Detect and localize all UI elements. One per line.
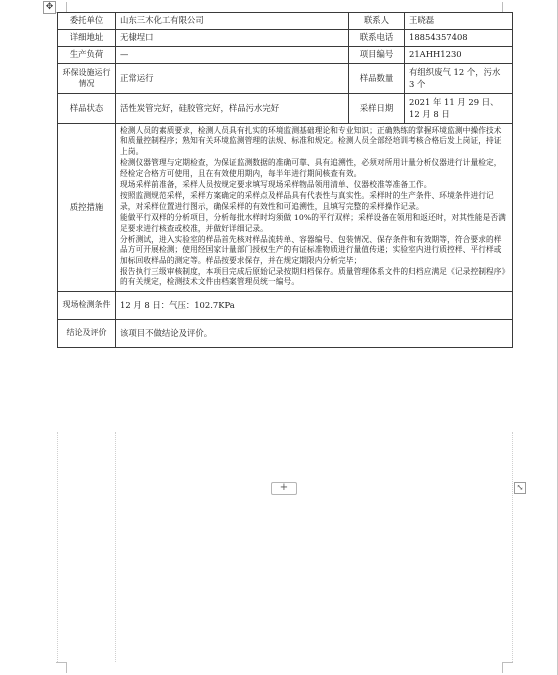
- contact-value[interactable]: 王晓磊: [405, 13, 513, 30]
- qc-paragraph: 按照监测规范采样，采样方案确定的采样点及样品具有代表性与真实性。采样时的生产条件、环境条件进行记录，对采样位置进行图示，确保采样的有效性和可追溯性，且填写完整的采样操作记录。: [120, 191, 494, 211]
- qc-label: 质控措施: [58, 124, 116, 292]
- sample-state-label: 样品状态: [58, 94, 116, 124]
- address-value[interactable]: 无棣埕口: [116, 30, 349, 47]
- contact-label: 联系人: [349, 13, 405, 30]
- field-condition-label: 现场检测条件: [58, 291, 116, 319]
- project-no-value[interactable]: 21AHH1230: [405, 47, 513, 64]
- field-condition-value[interactable]: 12 月 8 日：气压：102.7KPa: [116, 291, 513, 319]
- client-label: 委托单位: [58, 13, 116, 30]
- client-value[interactable]: 山东三木化工有限公司: [116, 13, 349, 30]
- margin-corner-mark: [502, 662, 513, 673]
- table-row: [58, 291, 513, 319]
- sample-qty-value[interactable]: 有组织废气 12 个，污水 3 个: [405, 64, 513, 94]
- sample-state-value[interactable]: 活性炭管完好，硅胶管完好，样品污水完好: [116, 94, 349, 124]
- sample-date-value[interactable]: 2021 年 11 月 29 日、12 月 8 日: [405, 94, 513, 124]
- add-row-button[interactable]: +: [271, 482, 297, 495]
- production-load-label: 生产负荷: [58, 47, 116, 64]
- table-resize-handle-icon[interactable]: ⤡: [514, 482, 526, 494]
- address-label: 详细地址: [58, 30, 116, 47]
- sample-qty-label: 样品数量: [349, 64, 405, 94]
- qc-paragraph: 现场采样前准备，采样人员按规定要求填写现场采样物品领用清单、仪器校准等准备工作。: [120, 179, 432, 189]
- sample-info-table: [57, 12, 513, 348]
- conclusion-value[interactable]: 该项目不做结论及评价。: [116, 319, 513, 347]
- table-row: [58, 124, 513, 292]
- qc-paragraph: 分析测试，进入实验室的样品首先核对样品流转单、容器编号、包装情况、保存条件和有效期等，符合要求的样品方可开展检测；使用经国家计量部门授权生产的有证标准物质进行量值传递；实验室内进行质控样、平行样或加标回收样品的测定等。样品按要求保存，并在规定期限内分析完毕；: [120, 234, 502, 265]
- table-row: [58, 13, 513, 30]
- table-row: [58, 30, 513, 47]
- conclusion-label: 结论及评价: [58, 319, 116, 347]
- env-facility-value[interactable]: 正常运行: [116, 64, 349, 94]
- env-facility-label: 环保设施运行情况: [58, 64, 116, 94]
- table-move-handle-icon[interactable]: ✥: [43, 1, 56, 14]
- qc-paragraph: 报告执行三级审核制度，本项目完成后原始记录按期归档保存。质量管理体系文件的归档应满足《记录控制程序》的有关规定，检测技术文件由档案管理员统一编号。: [120, 267, 506, 287]
- table-row: [58, 319, 513, 347]
- production-load-value[interactable]: —: [116, 47, 349, 64]
- project-no-label: 项目编号: [349, 47, 405, 64]
- column-guide-line: [512, 432, 513, 662]
- column-guide-line: [115, 432, 116, 662]
- qc-paragraph: 能做平行双样的分析项目，分析每批水样时均须做 10%的平行双样；采样设备在领用和返还时，对其性能是否满足要求进行核查或校准，并做好详细记录。: [120, 213, 506, 233]
- column-guide-line: [57, 432, 58, 662]
- qc-content[interactable]: [116, 124, 513, 292]
- qc-paragraph: 检测仪器管理与定期检查，为保证监测数据的准确可靠、具有追溯性，必须对所用计量分析仪器进行计量检定，经检定合格方可使用，且在有效使用期内，每半年进行期间核查有效。: [120, 158, 502, 178]
- table-row: [58, 47, 513, 64]
- sample-date-label: 采样日期: [349, 94, 405, 124]
- phone-value[interactable]: 18854357408: [405, 30, 513, 47]
- margin-corner-mark: [56, 662, 67, 673]
- table-row: [58, 94, 513, 124]
- qc-paragraph: 检测人员的素质要求，检测人员具有扎实的环境监测基础理论和专业知识；正确熟练的掌握环境监测中操作技术和质量控制程序；熟知有关环境监测管理的法规、标准和规定。检测人员全部经培训考核合格后发上岗证，持证上岗。: [120, 126, 502, 156]
- table-row: [58, 64, 513, 94]
- phone-label: 联系电话: [349, 30, 405, 47]
